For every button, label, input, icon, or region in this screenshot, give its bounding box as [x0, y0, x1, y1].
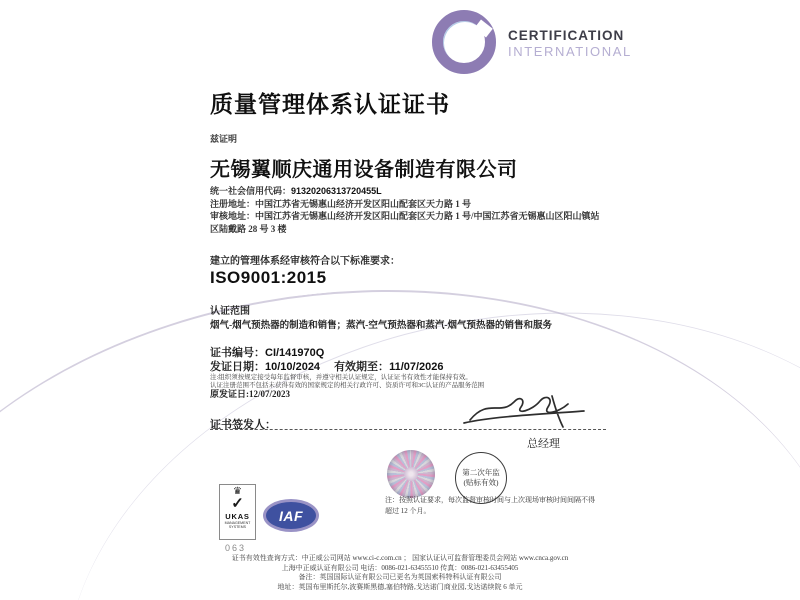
logo-wordmark-line1: CERTIFICATION — [508, 28, 625, 43]
ukas-name: UKAS — [225, 512, 250, 521]
registered-address-label: 注册地址： — [210, 199, 256, 209]
credit-code-label: 统一社会信用代码： — [210, 186, 292, 196]
certificate-number-label: 证书编号： — [210, 347, 265, 359]
signature-handwriting — [460, 390, 594, 428]
expiry-date-label: 有效期至： — [334, 361, 390, 373]
ukas-crown-icon: ♛ — [233, 486, 242, 497]
scope-label: 认证范围 — [210, 306, 250, 317]
certification-international-logo-ring-icon — [432, 10, 496, 74]
signature-line — [210, 429, 606, 430]
registered-address-value: 中国江苏省无锡惠山经济开发区阳山配套区天力路 1 号 — [255, 199, 472, 209]
certificate-note-2: 认证注册范围不包括未获得有效的国家规定的相关行政许可、资质许可和3C认证的产品服务范围 — [210, 382, 485, 389]
certify-label: 兹证明 — [210, 134, 238, 144]
iaf-logo — [263, 499, 319, 532]
ukas-subtitle: MANAGEMENT SYSTEMS — [224, 521, 251, 530]
expiry-date-value: 11/07/2026 — [389, 361, 444, 373]
stamp-line2: (贴标有效) — [463, 478, 499, 487]
hologram-sticker-icon — [387, 450, 435, 498]
audit-address-label: 审核地址： — [210, 211, 256, 221]
company-name: 无锡翼顺庆通用设备制造有限公司 — [210, 159, 518, 181]
ukas-check-icon: ✓ — [231, 496, 244, 512]
issue-date-label: 发证日期： — [210, 361, 265, 373]
registered-address-line — [210, 197, 610, 210]
iaf-name: IAF — [278, 507, 304, 524]
scope-text: 烟气-烟气预热器的制造和销售；蒸汽-空气预热器和蒸汽-烟气预热器的销售和服务 — [210, 321, 552, 331]
issue-date-value: 10/10/2024 — [265, 361, 321, 373]
audit-address-value: 中国江苏省无锡惠山经济开发区阳山配套区天力路 1 号/中国江苏省无锡惠山区阳山镇站区陆戴路 28 号 3 楼 — [210, 211, 600, 235]
logo-wordmark-line2: INTERNATIONAL — [508, 44, 632, 59]
certificate-title: 质量管理体系认证证书 — [210, 92, 450, 117]
credit-code-line — [210, 184, 382, 197]
ukas-accreditation-number: 063 — [225, 543, 247, 553]
footer-line-validity: 证书有效性查询方式：中正威公司网站 www.ci-c.com.cn ； 国家认证认可监督管理委员会网站 www.cnca.gov.cn — [231, 554, 569, 562]
audit-address-line — [210, 210, 602, 236]
credit-code-value: 91320206313720455L — [291, 186, 382, 196]
standard-code: ISO9001:2015 — [210, 268, 327, 287]
signer-title: 总经理 — [527, 438, 560, 450]
original-issue-date: 原发证日:12/07/2023 — [210, 389, 290, 399]
supervision-note: 注：按照认证要求，每次监督审核时间与上次现场审核时间间隔不得超过 12 个月。 — [385, 496, 595, 515]
stamp-line1: 第二次年监 — [462, 467, 500, 477]
certificate-note-1: 注:组织须按规定接受每年监督审核，并遵守相关认证规定，认证证书有效性才能保持有效。 — [210, 374, 472, 381]
standard-statement: 建立的管理体系经审核符合以下标准要求： — [210, 256, 400, 267]
footer-line-contact: 上海中正威认证有限公司 电话：0086-021-63455510 传真：0086-021-63455405 — [281, 563, 519, 572]
ukas-logo — [219, 484, 256, 540]
footer-line-remark: 备注：英国国际认证有限公司已更名为英国索科特科认证有限公司 — [298, 573, 502, 581]
issuer-label: 证书签发人： — [210, 419, 276, 431]
footer-info — [165, 555, 635, 593]
certificate-number-value: CI/141970Q — [265, 347, 325, 359]
footer-line-address: 地址：英国布里斯托尔,波赛斯黑德,塞伯特路,戈达诺门商业园,戈达诺续院 6 单元 — [277, 582, 523, 591]
